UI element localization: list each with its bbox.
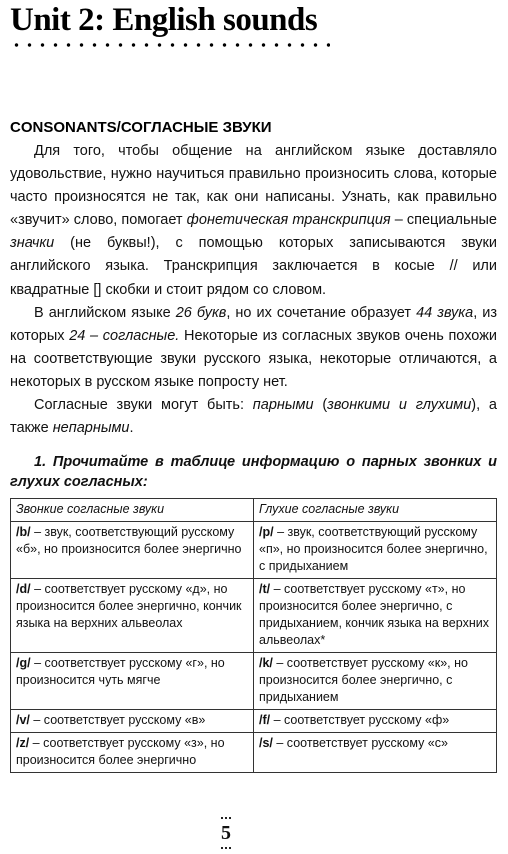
sound-description: – соответствует русскому «з», но произносится более энергично	[16, 736, 225, 767]
text-run: , но их сочетание образует	[226, 304, 417, 321]
table-cell	[254, 579, 497, 653]
table-cell	[11, 522, 254, 579]
header-voiceless: Глухие согласные звуки	[254, 499, 497, 522]
table-cell	[254, 733, 497, 773]
sound-symbol: /t/	[259, 582, 271, 596]
emphasis: 44 звука	[416, 304, 474, 321]
sound-symbol: /s/	[259, 736, 273, 750]
header-voiced: Звонкие согласные звуки	[11, 499, 254, 522]
task-instruction: 1. Прочитайте в таблице информацию о парных звонких и глухих согласных:	[10, 454, 497, 490]
sound-description: – соответствует русскому «в»	[29, 713, 206, 727]
page-number-dots-bottom	[220, 846, 232, 850]
text-run: , из которых	[10, 304, 497, 344]
sound-description: – звук, соответствующий русскому «б», но произносится более энергично	[16, 525, 242, 556]
emphasis: фонетическая транскрипция	[186, 212, 391, 229]
emphasis: звонкими и глухими	[327, 397, 472, 414]
sound-description: – соответствует русскому «г», но произносится чуть мягче	[16, 656, 225, 687]
table-row	[11, 710, 497, 733]
sound-symbol: /p/	[259, 525, 274, 539]
text-run: – специальные	[390, 212, 497, 229]
page-number-dots-top	[220, 816, 232, 820]
section-heading: CONSONANTS/СОГЛАСНЫЕ ЗВУКИ	[10, 119, 272, 136]
table-cell	[11, 710, 254, 733]
sound-description: – звук, соответствующий русскому «п», но произносится более энергично, с придыханием	[259, 525, 488, 573]
body-text	[10, 140, 497, 440]
sound-description: – соответствует русскому «т», но произносится более энергично, с придыханием, кончик языка на верхних альвеолах*	[259, 582, 489, 647]
emphasis: 24 – согласные.	[69, 327, 180, 344]
table-row	[11, 522, 497, 579]
sound-symbol: /z/	[16, 736, 30, 750]
emphasis: значки	[10, 235, 55, 252]
sound-symbol: /f/	[259, 713, 271, 727]
table-cell	[254, 522, 497, 579]
emphasis: 26 букв	[175, 304, 227, 321]
table-row	[11, 733, 497, 773]
table-cell	[254, 710, 497, 733]
sound-symbol: /d/	[16, 582, 31, 596]
unit-title: Unit 2: English sounds	[10, 2, 318, 38]
consonants-table	[10, 498, 497, 773]
text-run: .	[129, 420, 134, 437]
text-run: (не буквы!), с помощью которых записываются звуки английского языка. Транскрипция заключается в косые // или квадратные [] скобки и стоит рядом со словом.	[10, 235, 497, 298]
text-run: Для того, чтобы общение на английском языке доставляло удовольствие, нужно научиться правильно произносить слова, которые часто произносятся не так, как они написаны. Узнать, как правильно «звучит» слово, помогает	[10, 143, 497, 229]
text-run: Согласные звуки могут быть:	[34, 397, 253, 414]
sound-symbol: /k/	[259, 656, 273, 670]
sound-symbol: /v/	[16, 713, 30, 727]
text-run: В английском языке	[34, 304, 176, 321]
emphasis: непарными	[52, 420, 130, 437]
table-row	[11, 579, 497, 653]
paragraph-3	[10, 394, 497, 440]
sound-description: – соответствует русскому «к», но произносится более энергично, с придыханием	[259, 656, 468, 704]
table-header-row	[11, 499, 497, 522]
text-run: Некоторые из согласных звуков очень похожи на соответствующие звуки русского языка, некоторые отличаются, а некоторых в русском языке попросту нет.	[10, 327, 497, 390]
text-run: ), а также	[10, 397, 497, 437]
sound-description: – соответствует русскому «с»	[272, 736, 448, 750]
title-dotted-divider	[10, 42, 330, 48]
sound-description: – соответствует русскому «д», но произносится более энергично, кончик языка на верхних альвеолах	[16, 582, 242, 630]
text-run: (	[313, 397, 328, 414]
table-cell	[254, 653, 497, 710]
sound-symbol: /g/	[16, 656, 31, 670]
paragraph-1	[10, 140, 497, 302]
table-cell	[11, 579, 254, 653]
page-number: 5	[221, 822, 231, 844]
table-cell	[11, 733, 254, 773]
table-cell	[11, 653, 254, 710]
paragraph-2	[10, 302, 497, 394]
emphasis: парными	[252, 397, 314, 414]
sound-symbol: /b/	[16, 525, 31, 539]
table-row	[11, 653, 497, 710]
sound-description: – соответствует русскому «ф»	[270, 713, 450, 727]
